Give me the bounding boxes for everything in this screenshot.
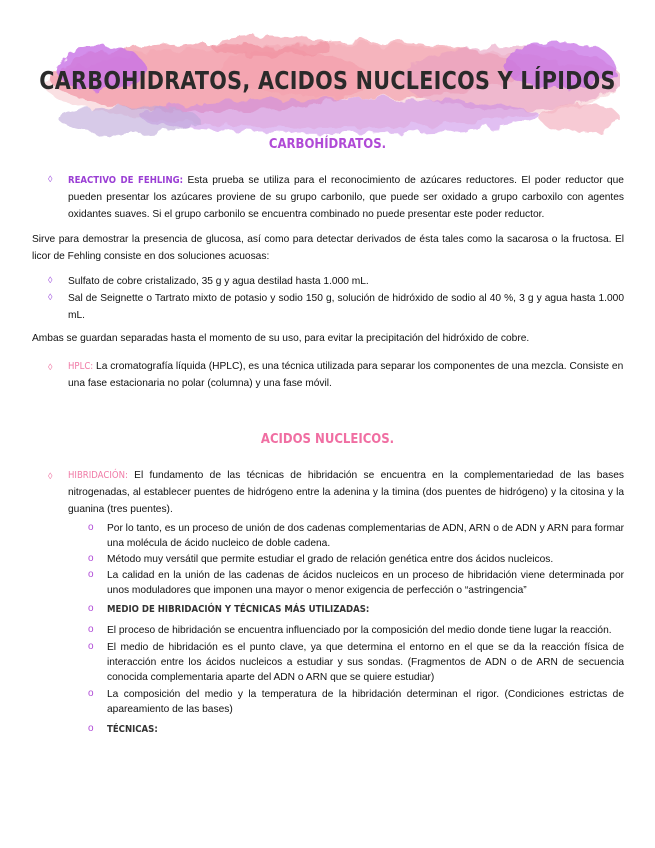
subitem-1: Por lo tanto, es un proceso de unión de dos cadenas complementarias de ADN, ARN o de ADN y ARN para formar una molécula de ácido nucleico de doble cadena. — [107, 523, 625, 549]
hplc-label: HPLC: — [68, 361, 94, 372]
medio-heading: MEDIO DE HIBRIDACIÓN Y TÉCNICAS MÁS UTILIZADAS: — [107, 604, 370, 615]
diamond-bullet-icon: ◊ — [48, 471, 53, 481]
circle-bullet-icon: o — [88, 603, 94, 614]
medio-item-3: La composición del medio y la temperatura de la hibridación determinan el rigor. (Condiciones estrictas de apareamiento de las bases) — [107, 689, 624, 715]
circle-bullet-icon: o — [88, 553, 94, 564]
circle-bullet-icon: o — [88, 688, 94, 699]
section-heading-carbohidratos: CARBOHÍDRATOS. — [268, 137, 387, 152]
fehling-text: Esta prueba se utiliza para el reconocimiento de azúcares reductores. El poder reductor que pueden presentar los azúcares proviene de su grupo carbonilo, que puede ser oxidado a grupo carboxilo con agentes oxidantes suaves. Si el grupo carbonilo se encuentra combinado no puede presentar este poder reductor. — [68, 175, 624, 220]
hplc-text: La cromatografía líquida (HPLC), es una técnica utilizada para separar los componentes de una mezcla. Consiste en una fase estacionaria no polar (columna) y una fase móvil. — [68, 361, 624, 389]
diamond-bullet-icon: ◊ — [48, 275, 53, 285]
diamond-bullet-icon: ◊ — [48, 292, 53, 302]
hibridacion-paragraph — [68, 467, 624, 518]
hibridacion-text: El fundamento de las técnicas de hibridación se encuentra en la complementariedad de las bases nitrogenadas, al establecer puentes de hidrógeno entre la adenina y la timina (dos puentes de hidrógeno) y la citosina y la guanina (tres puentes). — [68, 470, 624, 515]
page-title: CARBOHIDRATOS, ACIDOS NUCLEICOS Y LÍPIDOS — [39, 66, 616, 95]
circle-bullet-icon: o — [88, 624, 94, 635]
section-heading-acidos-nucleicos: ACIDOS NUCLEICOS. — [260, 432, 395, 447]
fehling-usage-paragraph: Sirve para demostrar la presencia de glucosa, así como para detectar derivados de ésta tales como la sacarosa o la fructosa. El licor de Fehling consiste en dos soluciones acuosas: — [32, 234, 624, 262]
fehling-label: REACTIVO DE FEHLING: — [68, 175, 184, 186]
circle-bullet-icon: o — [88, 641, 94, 652]
circle-bullet-icon: o — [88, 723, 94, 734]
hibridacion-label: HIBRIDACIÓN: — [68, 470, 128, 481]
fehling-paragraph — [68, 172, 624, 223]
diamond-bullet-icon: ◊ — [48, 174, 53, 184]
medio-item-2: El medio de hibridación es el punto clave, ya que determina el entorno en el que se da la reacción física de interacción entre los ácidos nucleicos a estudiar y sus sondas. (Fragmentos de ADN o de ARN de secuencia conocida complementaria aparte del ADN o ARN que se quiere estudiar) — [107, 642, 624, 683]
diamond-bullet-icon: ◊ — [48, 362, 53, 372]
hplc-paragraph — [68, 358, 624, 392]
circle-bullet-icon: o — [88, 569, 94, 580]
storage-paragraph: Ambas se guardan separadas hasta el momento de su uso, para evitar la precipitación del hidróxido de cobre. — [32, 333, 530, 344]
solution-item-1: Sulfato de cobre cristalizado, 35 g y agua destilad hasta 1.000 mL. — [68, 276, 369, 287]
circle-bullet-icon: o — [88, 522, 94, 533]
subitem-3: La calidad en la unión de las cadenas de ácidos nucleicos en un proceso de hibridación viene determinada por unos moduladores que imponen una mayor o menor exigencia de perfección o “astringencia” — [107, 570, 624, 596]
subitem-2: Método muy versátil que permite estudiar el grado de relación genética entre dos ácidos nucleicos. — [107, 554, 554, 565]
tecnicas-heading: TÉCNICAS: — [107, 724, 158, 735]
solution-item-2: Sal de Seignette o Tartrato mixto de potasio y sodio 150 g, solución de hidróxido de sodio al 40 %, 3 g y agua hasta 1.000 mL. — [68, 293, 624, 321]
medio-item-1: El proceso de hibridación se encuentra influenciado por la composición del medio donde tiene lugar la reacción. — [107, 625, 612, 636]
